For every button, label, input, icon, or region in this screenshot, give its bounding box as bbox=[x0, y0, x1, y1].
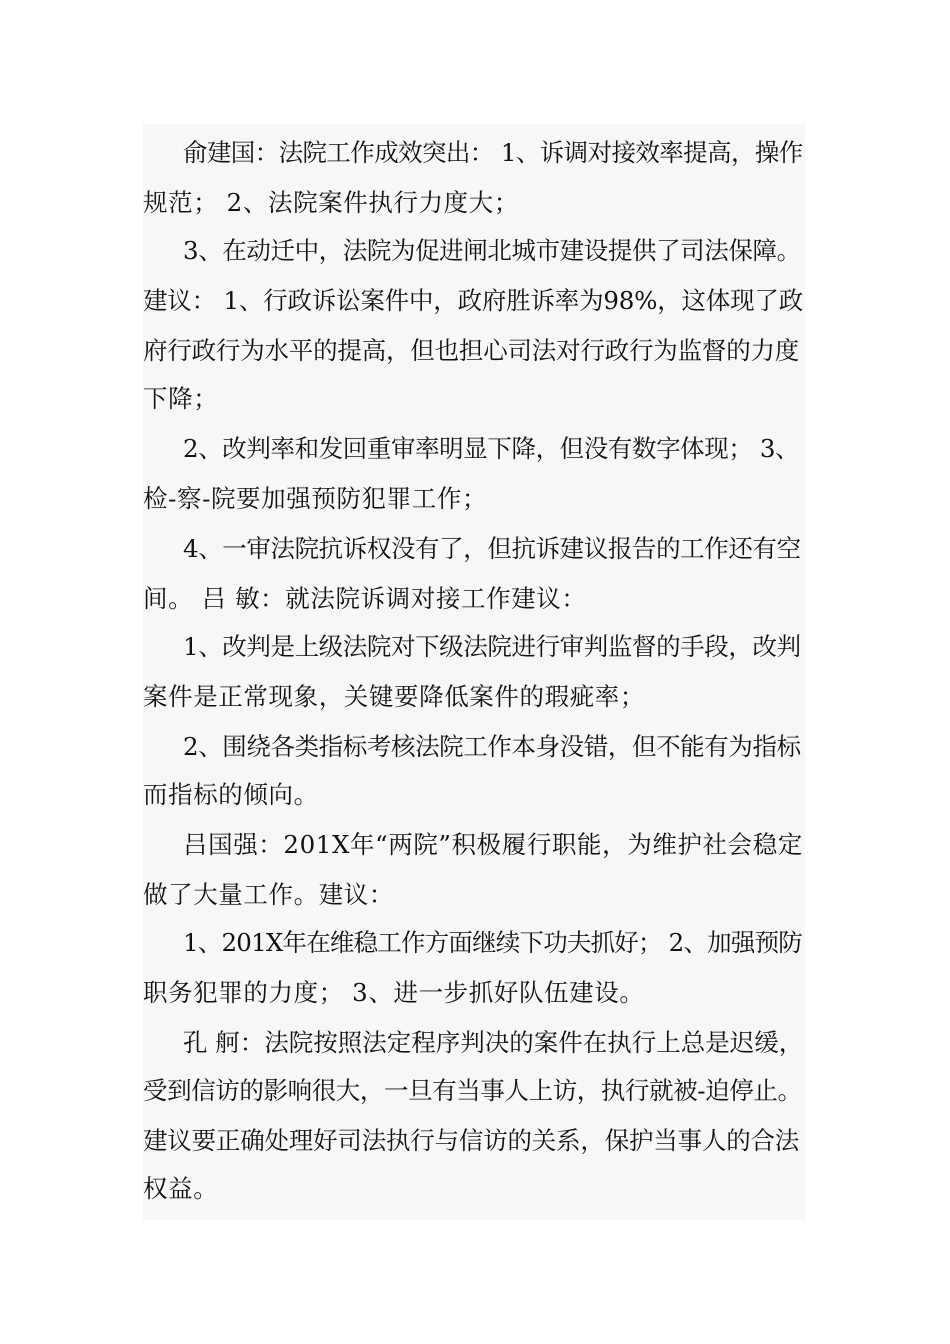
text-line: 1、201X年在维稳工作方面继续下功夫抓好； 2、加强预防 bbox=[183, 928, 802, 957]
text-line: 2、围绕各类指标考核法院工作本身没错，但不能有为指标 bbox=[183, 732, 801, 761]
text-line: 间。 吕 敏：就法院诉调对接工作建议： bbox=[143, 584, 587, 613]
text-line: 下降； bbox=[143, 384, 219, 413]
text-line: 做了大量工作。建议： bbox=[143, 880, 394, 909]
text-line: 建议： 1、行政诉讼案件中，政府胜诉率为98%，这体现了政 bbox=[143, 286, 804, 315]
text-line: 案件是正常现象，关键要降低案件的瑕疵率； bbox=[143, 682, 645, 711]
text-line: 俞建国：法院工作成效突出： 1、诉调对接效率提高，操作 bbox=[183, 138, 803, 167]
text-line: 2、改判率和发回重审率明显下降，但没有数字体现； 3、 bbox=[183, 434, 800, 463]
text-line: 权益。 bbox=[143, 1174, 219, 1203]
text-line: 1、改判是上级法院对下级法院进行审判监督的手段，改判 bbox=[183, 632, 801, 661]
text-line: 建议要正确处理好司法执行与信访的关系，保护当事人的合法 bbox=[143, 1126, 800, 1155]
text-block bbox=[143, 124, 805, 1220]
text-line: 检-察-院要加强预防犯罪工作； bbox=[143, 484, 488, 513]
text-line: 吕国强：201X年“两院”积极履行职能，为维护社会稳定 bbox=[183, 830, 803, 859]
text-line: 4、一审法院抗诉权没有了，但抗诉建议报告的工作还有空 bbox=[183, 534, 801, 563]
text-line: 受到信访的影响很大，一旦有当事人上访，执行就被-迫停止。 bbox=[143, 1076, 802, 1105]
text-line: 规范； 2、法院案件执行力度大； bbox=[143, 188, 519, 217]
text-line: 职务犯罪的力度； 3、进一步抓好队伍建设。 bbox=[143, 978, 645, 1007]
text-line: 府行政行为水平的提高，但也担心司法对行政行为监督的力度 bbox=[143, 336, 800, 365]
text-line: 孔 舸：法院按照法定程序判决的案件在执行上总是迟缓， bbox=[183, 1028, 804, 1057]
text-line: 而指标的倾向。 bbox=[143, 780, 319, 809]
text-line: 3、在动迁中，法院为促进闸北城市建设提供了司法保障。 bbox=[183, 236, 801, 265]
